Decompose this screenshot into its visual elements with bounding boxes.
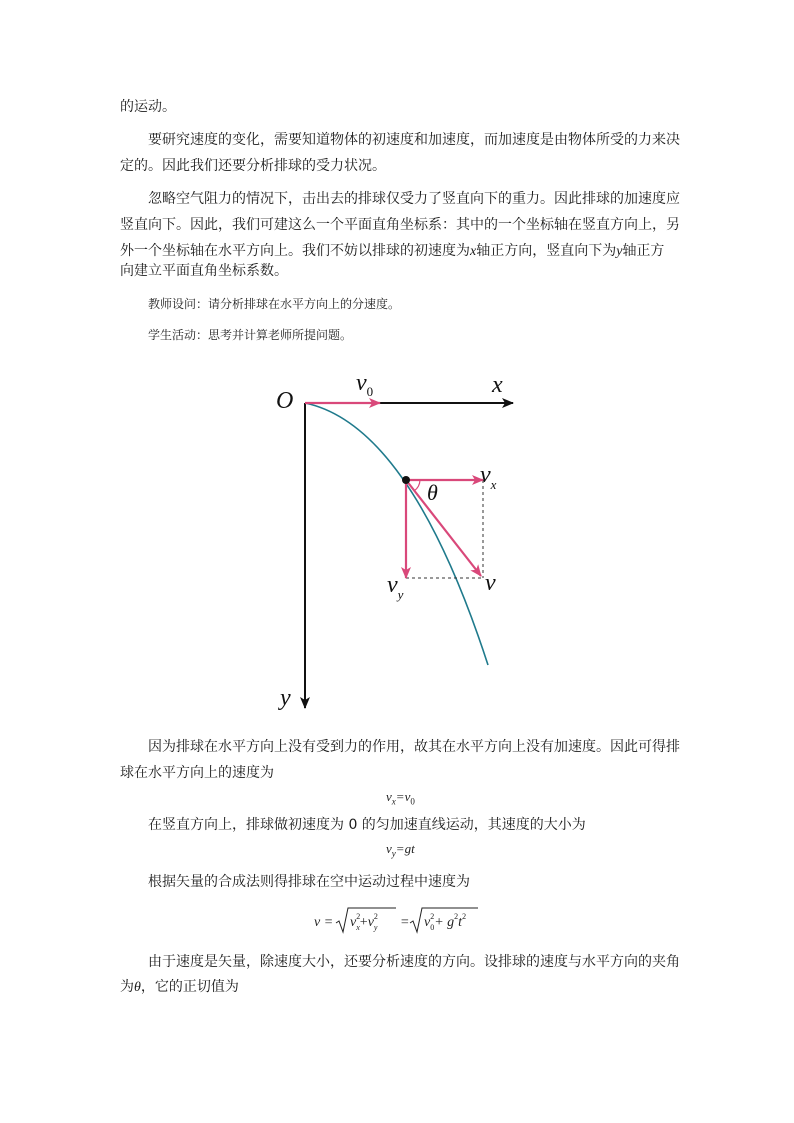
eq-r2-sup-g: 2 xyxy=(454,912,459,921)
equation-vx xyxy=(386,789,415,807)
text-line-1: 的运动。 xyxy=(120,99,176,115)
y-axis-label: y xyxy=(280,685,291,711)
eq-vy-equals: = xyxy=(395,841,405,856)
x-axis-label: x xyxy=(492,372,503,398)
vx-label-main: v xyxy=(480,462,491,488)
eq-r2-v: v xyxy=(424,915,431,930)
eq-v-lhs: v = xyxy=(314,915,334,930)
v0-label xyxy=(356,370,373,399)
ball-position-point xyxy=(402,476,410,484)
paragraph-3-text-2: 轴正方向，竖直向下为 xyxy=(476,243,617,259)
eq-r2-plus-g: + g xyxy=(434,915,455,930)
eq-r2-sup-t: 2 xyxy=(462,912,467,921)
v0-label-main: v xyxy=(356,370,367,396)
x-symbol: x xyxy=(470,244,477,259)
paragraph-2-line-b: 定的。因此我们还要分析排球的受力状况。 xyxy=(120,158,386,174)
paragraph-2-line-a: 要研究速度的变化，需要知道物体的初速度和加速度，而加速度是由物体所受的力来决 xyxy=(148,132,680,148)
y-symbol: y xyxy=(616,244,623,259)
eq-vx-lhs: v xyxy=(386,789,392,804)
paragraph-3-line-b: 竖直向下。因此，我们可建这么一个平面直角坐标系：其中的一个坐标轴在竖直方向上，另 xyxy=(120,217,680,233)
v-vector xyxy=(406,480,481,576)
equation-vy xyxy=(386,841,415,859)
origin-label: O xyxy=(276,388,294,414)
paragraph-4-line-b: 球在水平方向上的速度为 xyxy=(120,765,274,781)
paragraph-7-text-2: ，它的正切值为 xyxy=(140,979,239,995)
eq-r1-sub2: y xyxy=(373,923,378,932)
paragraph-7-line-b xyxy=(120,975,680,1000)
theta-label: θ xyxy=(427,480,438,505)
eq-vx-lhs-sub: x xyxy=(391,796,396,807)
paragraph-3-text-3: 轴正方 xyxy=(622,243,665,259)
eq-r2-t: t xyxy=(458,915,463,930)
eq-r2-sup: 2 xyxy=(430,912,435,921)
equation-speed-magnitude xyxy=(310,904,490,938)
paragraph-6: 根据矢量的合成法则得排球在空中运动过程中速度为 xyxy=(148,874,470,890)
projectile-velocity-diagram xyxy=(260,360,540,720)
eq-vx-rhs-sub: 0 xyxy=(410,796,415,807)
theta-symbol: θ xyxy=(134,980,141,995)
vy-label-main: v xyxy=(387,572,398,598)
v-label: v xyxy=(485,570,496,596)
eq-vy-lhs: v xyxy=(386,841,392,856)
eq-vx-rhs: v xyxy=(404,789,411,804)
vx-label xyxy=(480,462,497,492)
eq-r1-v1: v xyxy=(350,915,357,930)
eq-vy-lhs-sub: y xyxy=(391,848,396,859)
vx-label-sub: x xyxy=(490,477,497,492)
eq-equals-2: = xyxy=(400,915,410,930)
paragraph-3-text-1: 外一个坐标轴在水平方向上。我们不妨以排球的初速度为 xyxy=(120,243,470,259)
eq-r1-sup1: 2 xyxy=(356,912,361,921)
v0-label-sub: 0 xyxy=(366,384,374,399)
teacher-question: 教师设问：请分析排球在水平方向上的分速度。 xyxy=(148,297,401,311)
theta-angle-arc xyxy=(414,480,420,491)
eq-r1-v2: v xyxy=(367,915,374,930)
vy-label-sub: y xyxy=(397,587,404,602)
paragraph-3-line-d: 向建立平面直角坐标系数。 xyxy=(120,263,288,279)
paragraph-3-line-a: 忽略空气阻力的情况下，击出去的排球仅受力了竖直向下的重力。因此排球的加速度应 xyxy=(148,191,680,207)
eq-vy-rhs: gt xyxy=(404,841,415,856)
student-activity: 学生活动：思考并计算老师所提问题。 xyxy=(148,328,353,342)
eq-vx-equals: = xyxy=(395,789,405,804)
vy-label xyxy=(387,572,404,602)
trajectory-curve xyxy=(305,403,488,665)
paragraph-4-line-a: 因为排球在水平方向上没有受到力的作用，故其在水平方向上没有加速度。因此可得排 xyxy=(148,739,680,755)
paragraph-7-line-a: 由于速度是矢量，除速度大小，还要分析速度的方向。设排球的速度与水平方向的夹角 xyxy=(148,954,680,970)
eq-r1-plus: + xyxy=(359,915,368,930)
eq-r1-sub1: x xyxy=(356,923,360,932)
paragraph-7-text-1: 为 xyxy=(120,979,134,995)
eq-r2 xyxy=(424,912,466,932)
eq-r1 xyxy=(350,912,378,932)
paragraph-5: 在竖直方向上，排球做初速度为 0 的匀加速直线运动，其速度的大小为 xyxy=(148,817,586,833)
eq-r2-sub: 0 xyxy=(430,923,435,932)
eq-r1-sup2: 2 xyxy=(373,912,378,921)
